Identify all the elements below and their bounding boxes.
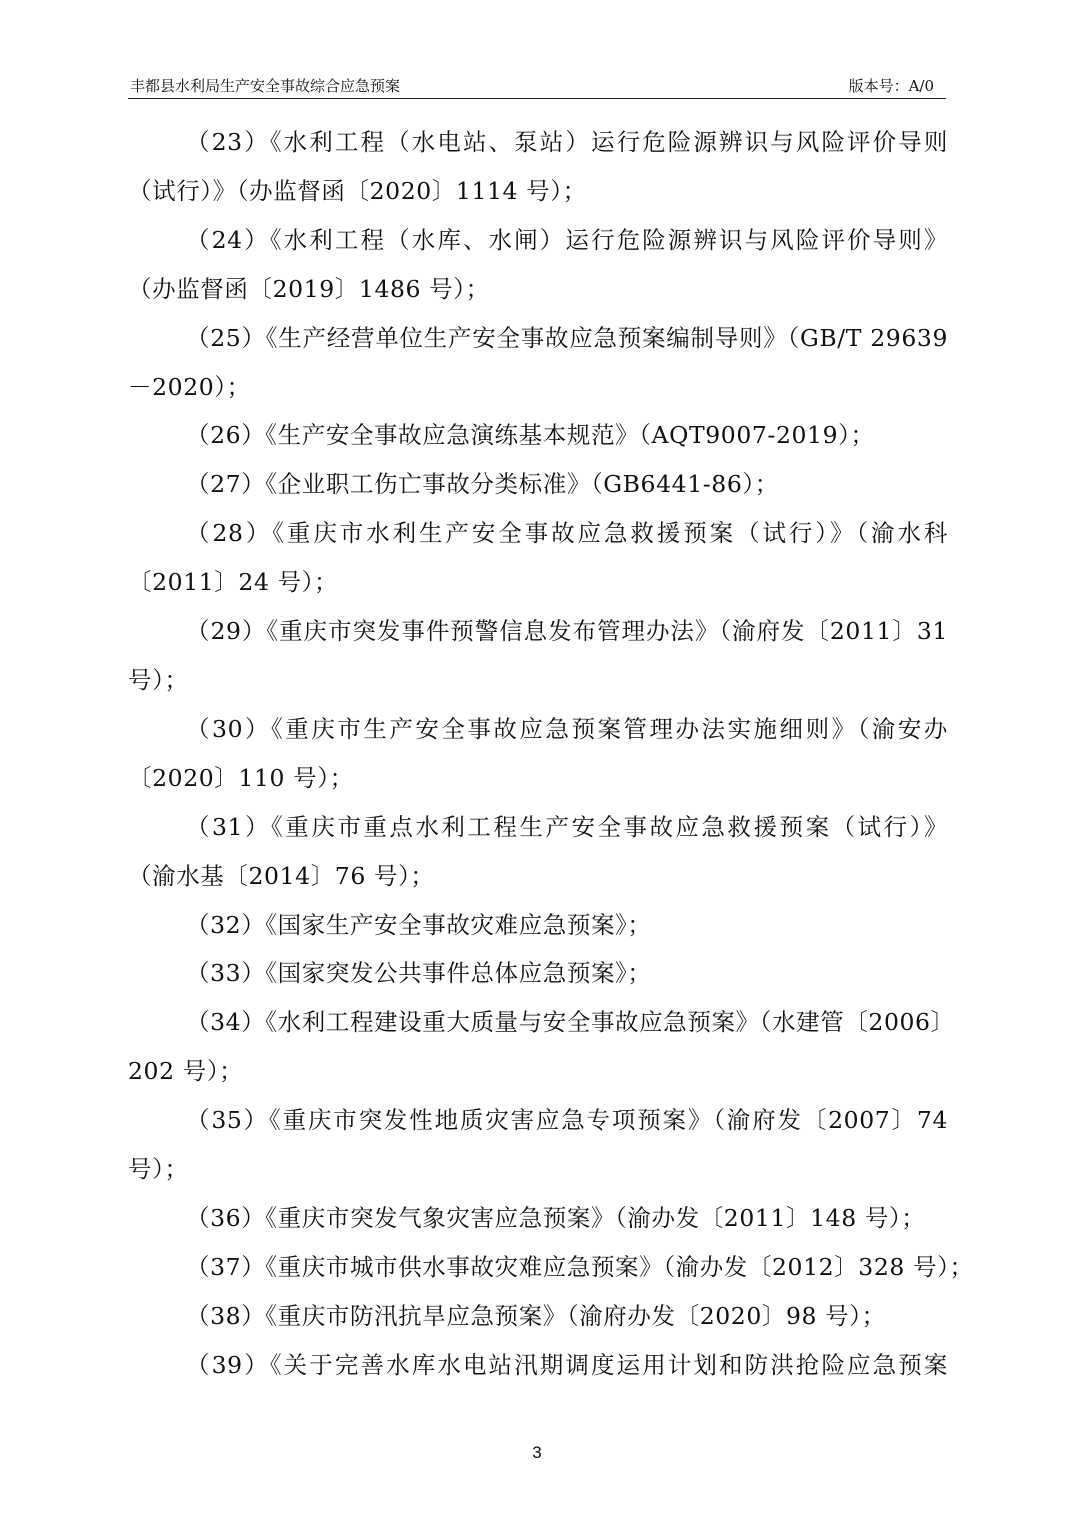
- list-item: [128, 949, 948, 998]
- item-line-1: （31）《重庆市重点水利工程生产安全事故应急救援预案（试行）》: [186, 812, 948, 841]
- item-line-1: （25）《生产经营单位生产安全事故应急预案编制导则》（GB/T 29639: [186, 323, 948, 352]
- item-line-2: （试行）》（办监督函〔2020〕1114 号）；: [128, 176, 587, 205]
- item-line-1: （34）《水利工程建设重大质量与安全事故应急预案》（水建管〔2006〕: [186, 1008, 955, 1037]
- page-number: 3: [532, 1443, 542, 1462]
- item-line-1: （39）《关于完善水库水电站汛期调度运用计划和防洪抢险应急预案: [186, 1350, 948, 1379]
- list-item: [128, 1194, 948, 1243]
- list-item: [128, 803, 948, 901]
- item-line-2: （办监督函〔2019〕1486 号）；: [128, 274, 490, 303]
- list-item: [128, 901, 948, 950]
- header-title: 丰都县水利局生产安全事故综合应急预案: [130, 77, 401, 95]
- list-item: [128, 998, 955, 1096]
- list-item: [128, 460, 948, 509]
- item-line-1: （37）《重庆市城市供水事故灾难应急预案》（渝办发〔2012〕328 号）；: [186, 1252, 974, 1281]
- item-line-2: （渝水基〔2014〕76 号）；: [128, 861, 435, 890]
- list-item: [128, 1292, 948, 1341]
- item-line-1: （29）《重庆市突发事件预警信息发布管理办法》（渝府发〔2011〕31: [186, 617, 948, 646]
- item-line-1: （36）《重庆市突发气象灾害应急预案》（渝办发〔2011〕148 号）；: [186, 1203, 926, 1232]
- item-line-1: （32）《国家生产安全事故灾难应急预案》；: [186, 910, 652, 939]
- item-line-1: （30）《重庆市生产安全事故应急预案管理办法实施细则》（渝安办: [186, 714, 948, 743]
- list-item: [128, 216, 948, 314]
- list-item: [128, 314, 948, 412]
- item-line-2: 号）；: [128, 665, 189, 694]
- item-line-1: （35）《重庆市突发性地质灾害应急专项预案》（渝府发〔2007〕74: [186, 1106, 948, 1135]
- list-item: [128, 607, 948, 705]
- item-line-2: 202 号）；: [128, 1057, 244, 1086]
- item-line-1: （27）《企业职工伤亡事故分类标准》（GB6441-86）；: [186, 470, 779, 499]
- header-version: 版本号：A/0: [848, 77, 934, 95]
- item-line-1: （26）《生产安全事故应急演练基本规范》（AQT9007-2019）；: [186, 421, 875, 450]
- item-line-1: （28）《重庆市水利生产安全事故应急救援预案（试行）》（渝水科: [186, 519, 948, 548]
- list-item: [128, 1096, 948, 1194]
- item-line-2: 号）；: [128, 1155, 189, 1184]
- item-line-1: （38）《重庆市防汛抗旱应急预案》（渝府办发〔2020〕98 号）；: [186, 1301, 886, 1330]
- document-body: [128, 118, 974, 1390]
- list-item: [128, 1341, 948, 1390]
- item-line-2: 〔2011〕24 号）；: [128, 568, 339, 597]
- item-line-1: （23）《水利工程（水电站、泵站）运行危险源辨识与风险评价导则: [186, 128, 948, 156]
- page-header: [128, 76, 946, 99]
- list-item: [128, 411, 948, 460]
- item-line-1: （24）《水利工程（水库、水闸）运行危险源辨识与风险评价导则》: [186, 225, 948, 254]
- list-item: [128, 1243, 974, 1292]
- item-line-2: 〔2020〕110 号）；: [128, 763, 354, 792]
- list-item: [128, 705, 948, 803]
- item-line-2: －2020）；: [128, 372, 251, 401]
- list-item: [128, 509, 948, 607]
- list-item: [128, 118, 948, 216]
- item-line-1: （33）《国家突发公共事件总体应急预案》；: [186, 959, 652, 988]
